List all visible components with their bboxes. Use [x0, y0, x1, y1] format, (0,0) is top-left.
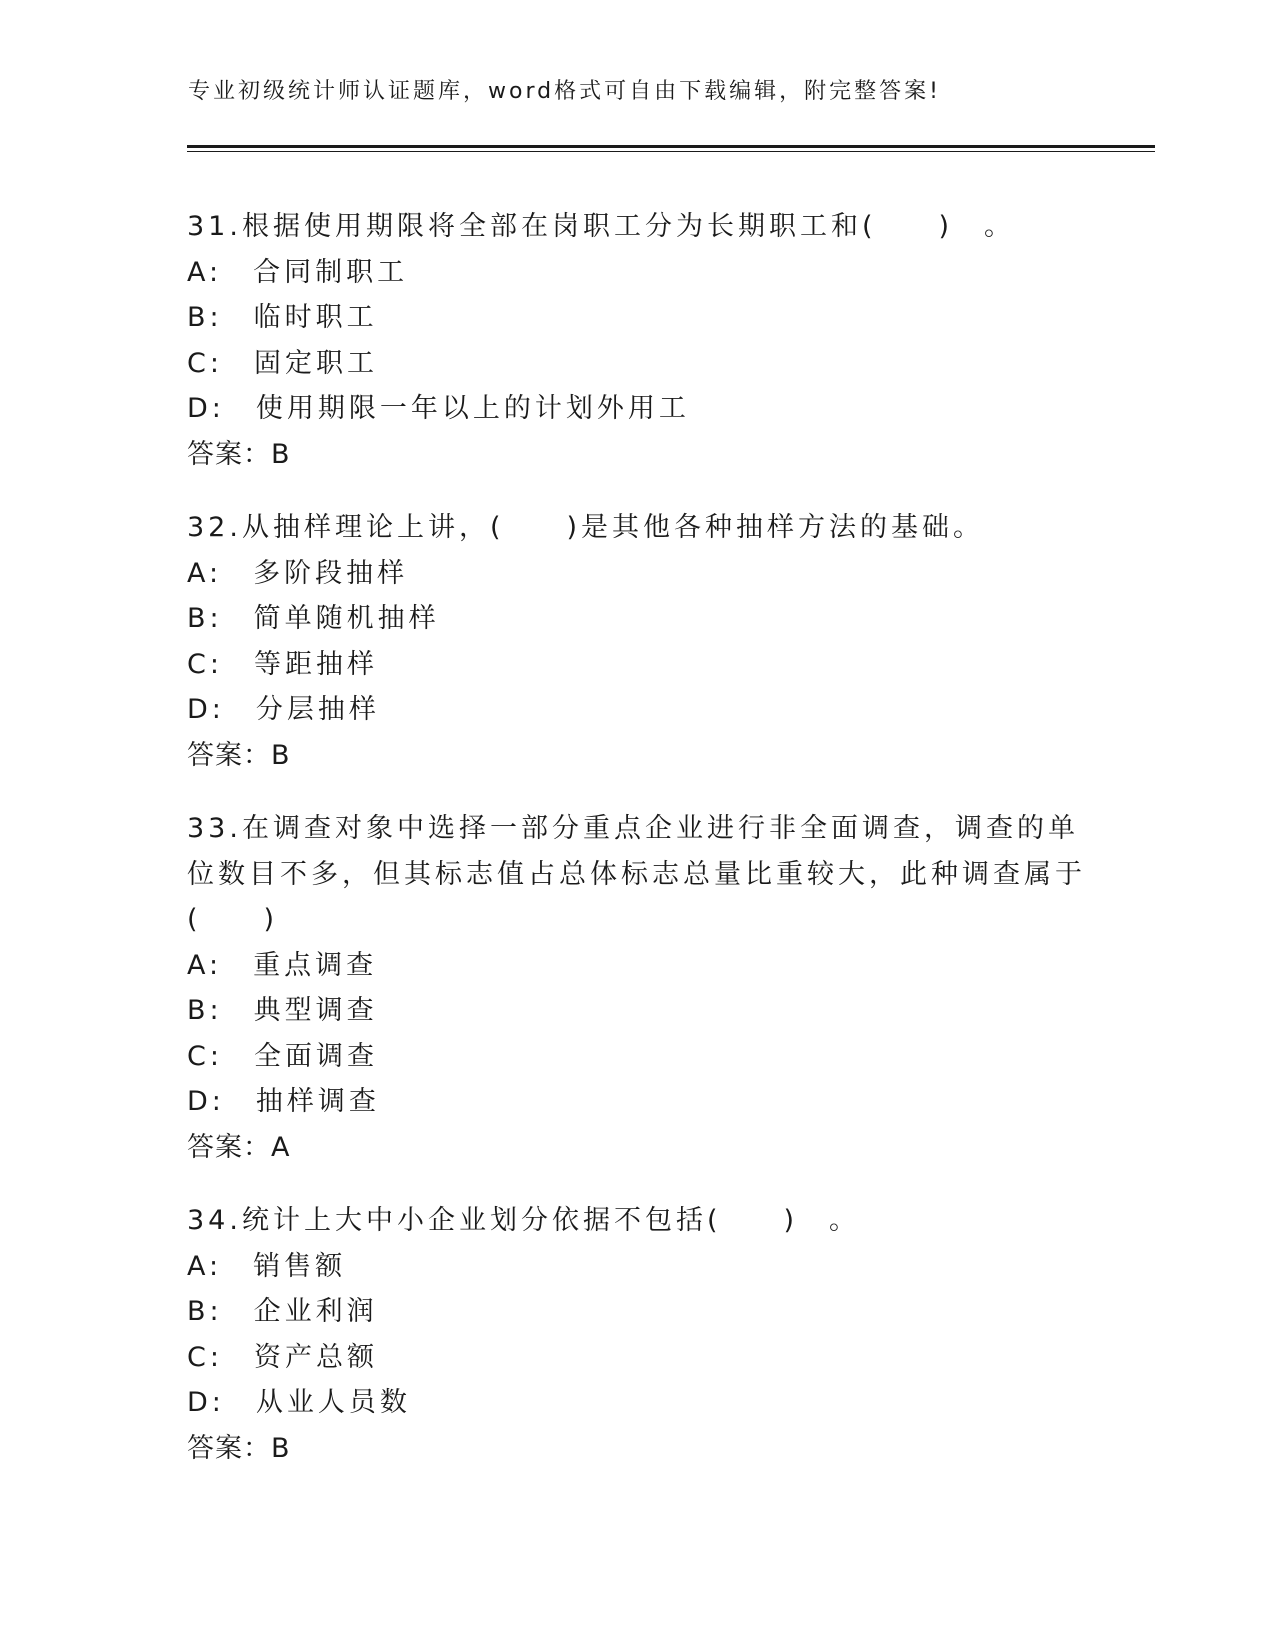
question-33	[187, 806, 1087, 1170]
option-c: C: 等距抽样	[187, 648, 378, 680]
header-divider-thick	[187, 145, 1155, 148]
option-d: D: 分层抽样	[187, 694, 380, 725]
question-text: 32.从抽样理论上讲，( )是其他各种抽样方法的基础。	[187, 512, 985, 543]
header-divider-thin	[187, 151, 1155, 152]
question-31	[187, 204, 1087, 477]
question-text: 31.根据使用期限将全部在岗职工分为长期职工和( ) 。	[187, 211, 1016, 242]
option-b: B: 企业利润	[187, 1296, 378, 1327]
option-d: D: 使用期限一年以上的计划外用工	[187, 393, 690, 424]
option-d: D: 抽样调查	[187, 1086, 380, 1117]
question-list	[187, 204, 1087, 1499]
answer: 答案：B	[187, 438, 291, 470]
option-a: A: 合同制职工	[187, 256, 409, 288]
answer: 答案：B	[187, 1432, 291, 1464]
option-c: C: 全面调查	[187, 1040, 378, 1072]
question-text: 33.在调查对象中选择一部分重点企业进行非全面调查，调查的单位数目不多，但其标志值占总体标志总量比重较大，此种调查属于( )	[187, 813, 1086, 935]
option-b: B: 典型调查	[187, 995, 378, 1026]
option-c: C: 资产总额	[187, 1341, 378, 1373]
question-32	[187, 505, 1087, 778]
option-a: A: 销售额	[187, 1250, 347, 1282]
option-d: D: 从业人员数	[187, 1387, 411, 1418]
question-34	[187, 1198, 1087, 1471]
option-c: C: 固定职工	[187, 347, 378, 379]
option-a: A: 重点调查	[187, 949, 378, 981]
answer: 答案：B	[187, 739, 291, 771]
answer: 答案：A	[187, 1131, 291, 1163]
option-a: A: 多阶段抽样	[187, 557, 409, 589]
option-b: B: 临时职工	[187, 302, 378, 333]
page-header: 专业初级统计师认证题库，word格式可自由下载编辑，附完整答案!	[188, 79, 941, 104]
question-text: 34.统计上大中小企业划分依据不包括( ) 。	[187, 1205, 861, 1236]
option-b: B: 简单随机抽样	[187, 603, 440, 634]
